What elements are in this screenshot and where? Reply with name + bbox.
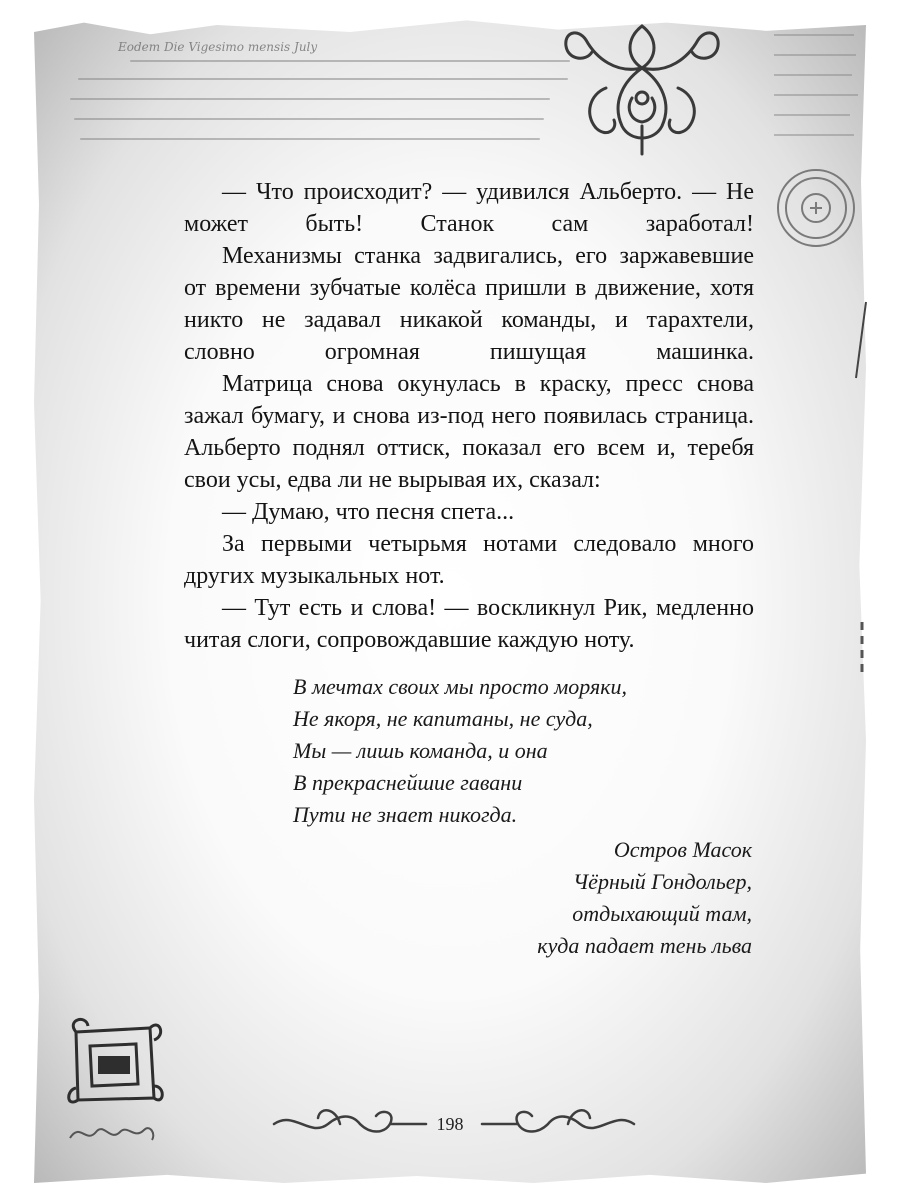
- signature-line: куда падает тень льва: [537, 933, 752, 958]
- manuscript-line: [80, 138, 540, 140]
- margin-notes-right: [770, 20, 866, 180]
- manuscript-script-text: Eodem Die Vigesimo mensis July: [118, 40, 318, 54]
- background-manuscript: [70, 40, 570, 160]
- paragraph: — Думаю, что песня спета...: [222, 499, 515, 525]
- paragraph: — Что происходит? — удивился Альберто. — Не может быть! Станок сам заработал!: [184, 179, 754, 237]
- margin-stroke-icon: [852, 300, 870, 380]
- signature-line: Остров Масок: [613, 837, 752, 862]
- poem: [293, 671, 713, 831]
- manuscript-line: [74, 118, 544, 120]
- poem-line: Пути не знает никогда.: [293, 802, 518, 827]
- manuscript-line: [70, 98, 550, 100]
- margin-note-line: [774, 114, 850, 116]
- signature-line: Чёрный Гондольер,: [573, 869, 752, 894]
- baroque-ornament-icon: [556, 18, 728, 160]
- footer-flourish-left-icon: [270, 1100, 430, 1146]
- paragraph: Матрица снова окунулась в краску, пресс снова зажал бумагу, и снова из-под него появилась страница. Альберто поднял оттиск, показал его всем и, теребя свои усы, едва ли не вырывая их, сказал:: [184, 371, 754, 493]
- margin-note-line: [774, 74, 852, 76]
- poem-signature: [352, 834, 752, 962]
- page-number: 198: [436, 1114, 464, 1134]
- poem-line: Не якоря, не капитаны, не суда,: [293, 706, 593, 731]
- margin-note-line: [774, 34, 854, 36]
- body-text: [184, 176, 754, 656]
- square-seal-icon: [62, 1012, 166, 1112]
- margin-note-line: [774, 94, 858, 96]
- poem-line: В мечтах своих мы просто моряки,: [293, 674, 628, 699]
- paragraph: Механизмы станка задвигались, его заржавевшие от времени зубчатые колёса пришли в движение, хотя никто не задавал никакой команды, и тарахтели, словно огромная пишущая машинка.: [184, 243, 754, 365]
- manuscript-line: [78, 78, 568, 80]
- signature-line: отдыхающий там,: [572, 901, 752, 926]
- margin-note-line: [774, 54, 856, 56]
- paragraph: — Тут есть и слова! — воскликнул Рик, медленно читая слоги, сопровождавшие каждую ноту.: [184, 595, 754, 653]
- footer-flourish-right-icon: [478, 1100, 638, 1146]
- signature-scribble-icon: [66, 1118, 158, 1148]
- poem-line: Мы — лишь команда, и она: [293, 738, 548, 763]
- margin-stroke-icon: [856, 620, 868, 680]
- paragraph: За первыми четырьмя нотами следовало много других музыкальных нот.: [184, 531, 754, 589]
- poem-line: В прекраснейшие гавани: [293, 770, 523, 795]
- margin-note-line: [774, 134, 854, 136]
- manuscript-line: [130, 60, 570, 62]
- circular-seal-icon: [770, 162, 862, 254]
